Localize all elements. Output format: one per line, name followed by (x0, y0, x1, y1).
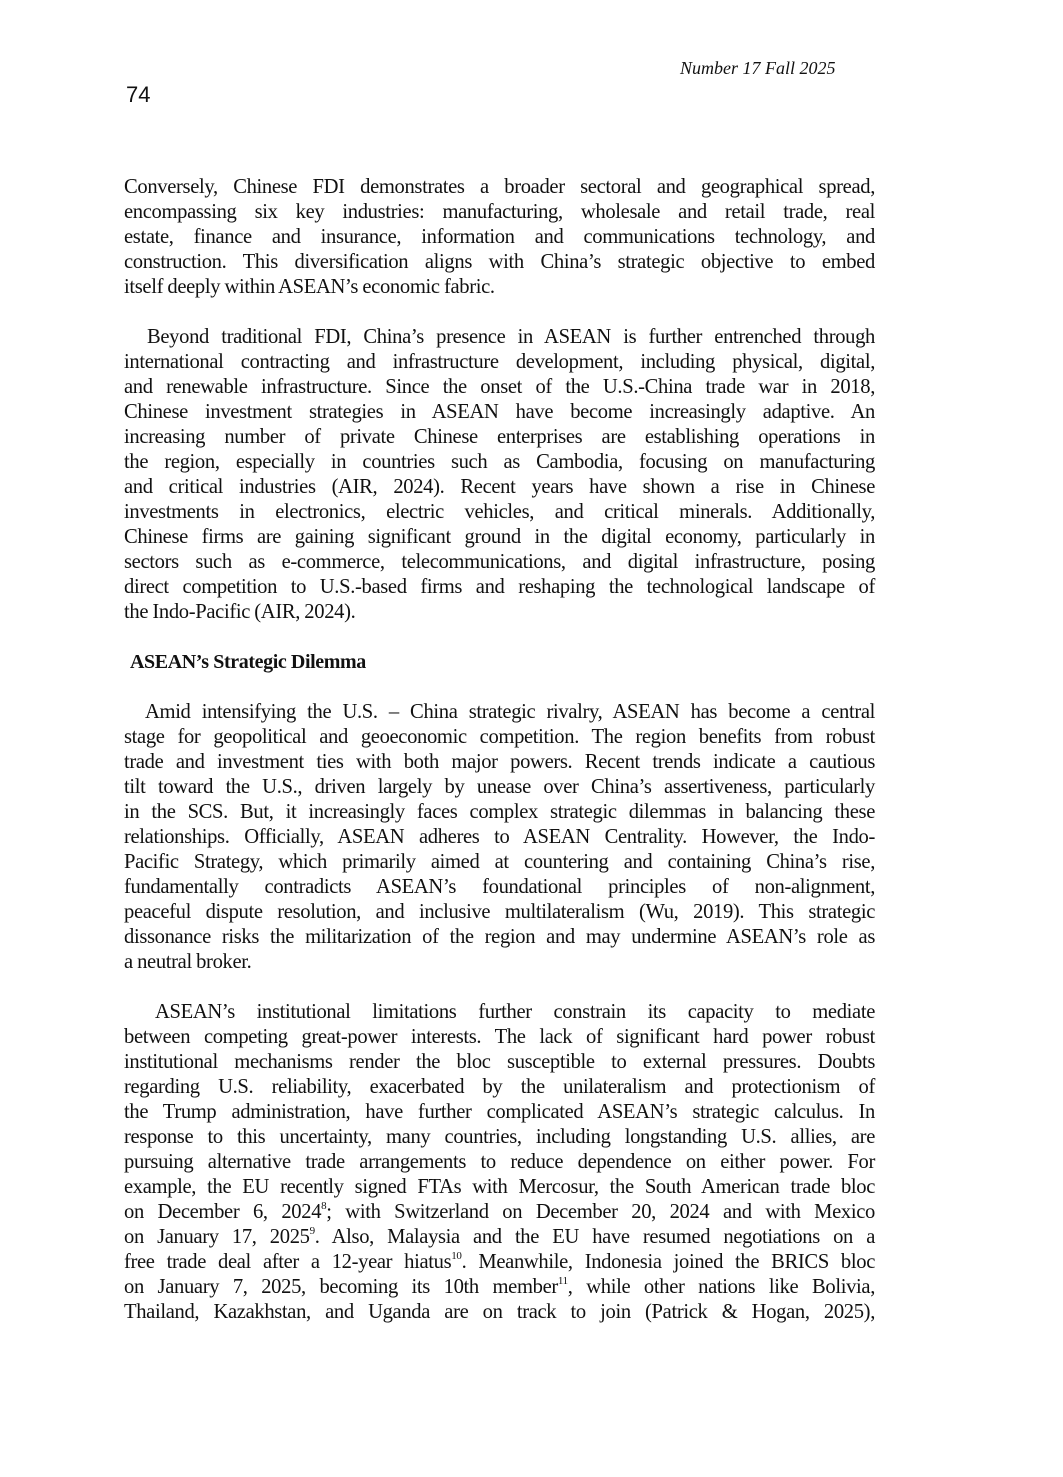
text-line: the Indo-Pacific (AIR, 2024). (124, 601, 356, 623)
footnote-ref-9[interactable]: 9 (309, 1225, 315, 1237)
text-line: ASEAN’s institutional limitations further constrain its capacity to mediate (155, 1001, 875, 1023)
text-line: peaceful dispute resolution, and inclusive multilateralism (Wu, 2019). This strategic (124, 901, 875, 923)
paragraph-1 (124, 175, 875, 300)
footnote-ref-10[interactable]: 10 (451, 1250, 462, 1262)
text-line: tilt toward the U.S., driven largely by unease over China’s assertiveness, particularly (124, 776, 875, 798)
text-line-footnote-10: free trade deal after a 12-year hiatus$^{10}$. Meanwhile, Indonesia joined the BRICS bloc (124, 1250, 875, 1273)
text-line: Chinese investment strategies in ASEAN have become increasingly adaptive. An (124, 401, 875, 423)
text-line: and renewable infrastructure. Since the onset of the U.S.-China trade war in 2018, (124, 376, 875, 398)
text-line: trade and investment ties with both major powers. Recent trends indicate a cautious (124, 751, 875, 773)
text-line: fundamentally contradicts ASEAN’s foundational principles of non-alignment, (124, 876, 875, 898)
text-line: response to this uncertainty, many countries, including longstanding U.S. allies, are (124, 1126, 875, 1148)
footnote-ref-8[interactable]: 8 (321, 1200, 327, 1212)
paragraph-4 (124, 1000, 875, 1325)
text-line: a neutral broker. (124, 951, 252, 973)
article-body (124, 175, 875, 1325)
text-line: sectors such as e-commerce, telecommunications, and digital infrastructure, posing (124, 551, 875, 573)
footnote-ref-11[interactable]: 11 (557, 1275, 568, 1287)
running-head: Number 17 Fall 2025 (680, 58, 836, 78)
text-line-footnote-11: on January 7, 2025, becoming its 10th member$^{11}$, while other nations like Bolivia, (124, 1275, 875, 1298)
text-line: increasing number of private Chinese enterprises are establishing operations in (124, 426, 875, 448)
text-line: Conversely, Chinese FDI demonstrates a broader sectoral and geographical spread, (124, 176, 875, 198)
text-line: dissonance risks the militarization of the region and may undermine ASEAN’s role as (124, 926, 875, 948)
text-line: the region, especially in countries such as Cambodia, focusing on manufacturing (124, 451, 875, 473)
text-line: investments in electronics, electric vehicles, and critical minerals. Additionally, (124, 501, 875, 523)
text-line-footnote-8: on December 6, 2024$^8$; with Switzerland on December 20, 2024 and with Mexico (124, 1200, 875, 1223)
page-number: 74 (126, 82, 151, 107)
text-line: and critical industries (AIR, 2024). Recent years have shown a rise in Chinese (124, 476, 875, 498)
text-line: itself deeply within ASEAN’s economic fabric. (124, 276, 495, 298)
text-line: Pacific Strategy, which primarily aimed at countering and containing China’s rise, (124, 851, 875, 873)
text-line: encompassing six key industries: manufacturing, wholesale and retail trade, real (124, 201, 875, 223)
text-line: direct competition to U.S.-based firms and reshaping the technological landscape of (124, 576, 875, 598)
text-line: example, the EU recently signed FTAs with Mercosur, the South American trade bloc (124, 1176, 875, 1198)
text-line: construction. This diversification aligns with China’s strategic objective to embed (124, 251, 875, 273)
text-line: international contracting and infrastructure development, including physical, digital, (124, 351, 875, 373)
text-line: institutional mechanisms render the bloc susceptible to external pressures. Doubts (124, 1051, 875, 1073)
text-line: between competing great-power interests. The lack of significant hard power robust (124, 1026, 875, 1048)
text-line: stage for geopolitical and geoeconomic competition. The region benefits from robust (124, 726, 875, 748)
text-line: estate, finance and insurance, information and communications technology, and (124, 226, 875, 248)
text-line: relationships. Officially, ASEAN adheres to ASEAN Centrality. However, the Indo- (124, 826, 875, 848)
text-line: Thailand, Kazakhstan, and Uganda are on track to join (Patrick & Hogan, 2025), (124, 1301, 875, 1323)
text-line: pursuing alternative trade arrangements to reduce dependence on either power. For (124, 1151, 875, 1173)
text-line-footnote-9: on January 17, 2025$^9$. Also, Malaysia and the EU have resumed negotiations on a (124, 1225, 875, 1248)
text-line: the Trump administration, have further complicated ASEAN’s strategic calculus. In (124, 1101, 875, 1123)
section-heading: ASEAN’s Strategic Dilemma (130, 651, 366, 673)
paragraph-3 (124, 700, 875, 975)
text-line: Amid intensifying the U.S. – China strategic rivalry, ASEAN has become a central (145, 701, 875, 723)
text-line: Beyond traditional FDI, China’s presence in ASEAN is further entrenched through (147, 326, 875, 348)
text-line: Chinese firms are gaining significant ground in the digital economy, particularly in (124, 526, 875, 548)
paragraph-2 (124, 325, 875, 625)
text-line: in the SCS. But, it increasingly faces complex strategic dilemmas in balancing these (124, 801, 875, 823)
text-line: regarding U.S. reliability, exacerbated by the unilateralism and protectionism of (124, 1076, 875, 1098)
